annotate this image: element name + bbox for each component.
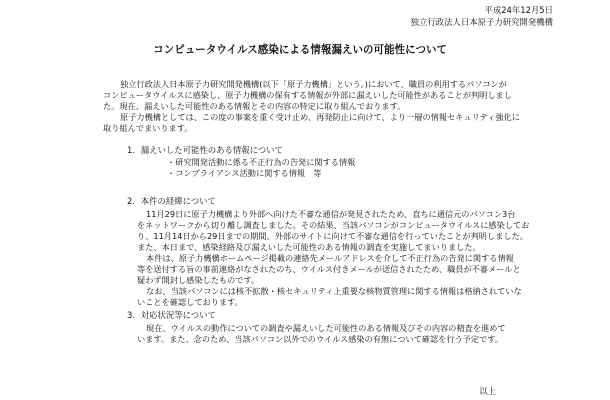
intro-paragraph (103, 79, 520, 134)
organization-name: 独立行政法人日本原子力研究開発機構 (410, 17, 553, 27)
section2-line: り、11月14日から29日までの期間、外部のサイトに向けて不審な通信を行っていたことが判明しました。 (137, 231, 528, 241)
release-date: 平成24年12月5日 (484, 5, 553, 15)
section2-line: 疑わず開封し感染したものです。 (137, 275, 260, 285)
closing-mark: 以上 (479, 386, 496, 396)
section2-body (137, 209, 529, 308)
section2-line: また、本日まで、感染経路及び漏えいした可能性のある情報の調査を実施してまいりました。 (137, 242, 481, 252)
intro-line: コンピュータウイルスに感染し、原子力機構の保有する情報が外部に漏えいした可能性があることが判明しまし (103, 90, 512, 100)
section3-line: 現在、ウイルスの動作についての調査や漏えいした可能性のある情報及びその内容の精査を進めて (146, 323, 506, 333)
intro-line: た。現在、漏えいした可能性のある情報とその内容の特定に取り組んでおります。 (103, 101, 406, 111)
section2-line: をネットワークから切り離し調査しました。その結果、当該パソコンがコンピュータウイルスに感染してお (137, 220, 530, 230)
section1-heading: 1．漏えいした可能性のある情報について (127, 145, 283, 155)
intro-line: 取り組んでまいります。 (103, 123, 193, 133)
list-item: ・研究開発活動に係る不正行為の告発に関する情報 (167, 157, 356, 167)
intro-line: 原子力機構としては、この度の事案を重く受け止め、再発防止に向けて、より一層の情報セキュリティ強化に (120, 112, 520, 122)
list-item: ・コンプライアンス活動に関する情報 等 (167, 168, 322, 178)
section3-line: います。また、念のため、当該パソコン以外でのウイルス感染の有無について確認を行う予定です。 (137, 334, 503, 344)
section3-heading: 3．対応状況等について (127, 310, 216, 320)
section1-bullet-list (167, 157, 355, 179)
section2-line: なお、当該パソコンには核不拡散・核セキュリティ上重要な核物質管理に関する情報は格納されていな (146, 286, 522, 296)
section2-line: 本件は、原子力機構ホームページ掲載の連絡先メールアドレスを介して不正行為の告発に関する情報 (146, 253, 514, 263)
section2-heading: 2．本件の経緯について (127, 196, 216, 206)
section3-body (137, 323, 506, 345)
intro-line: 独立行政法人日本原子力研究開発機構(以下「原子力機構」という。)において、職員の利用するパソコンが (120, 79, 507, 89)
document-title: コンピュータウイルス感染による情報漏えいの可能性について (153, 44, 448, 56)
section2-line: いことを確認しております。 (137, 297, 243, 307)
section2-line: 11月29日に原子力機構より外部へ向けた不審な通信が発見されたため、直ちに通信元のパソコン3台 (146, 209, 516, 219)
section2-line: 等を送付する旨の事前連絡がなされたのち、ウイルス付きメールが送信されたため、職員が不審メールと (137, 264, 521, 274)
